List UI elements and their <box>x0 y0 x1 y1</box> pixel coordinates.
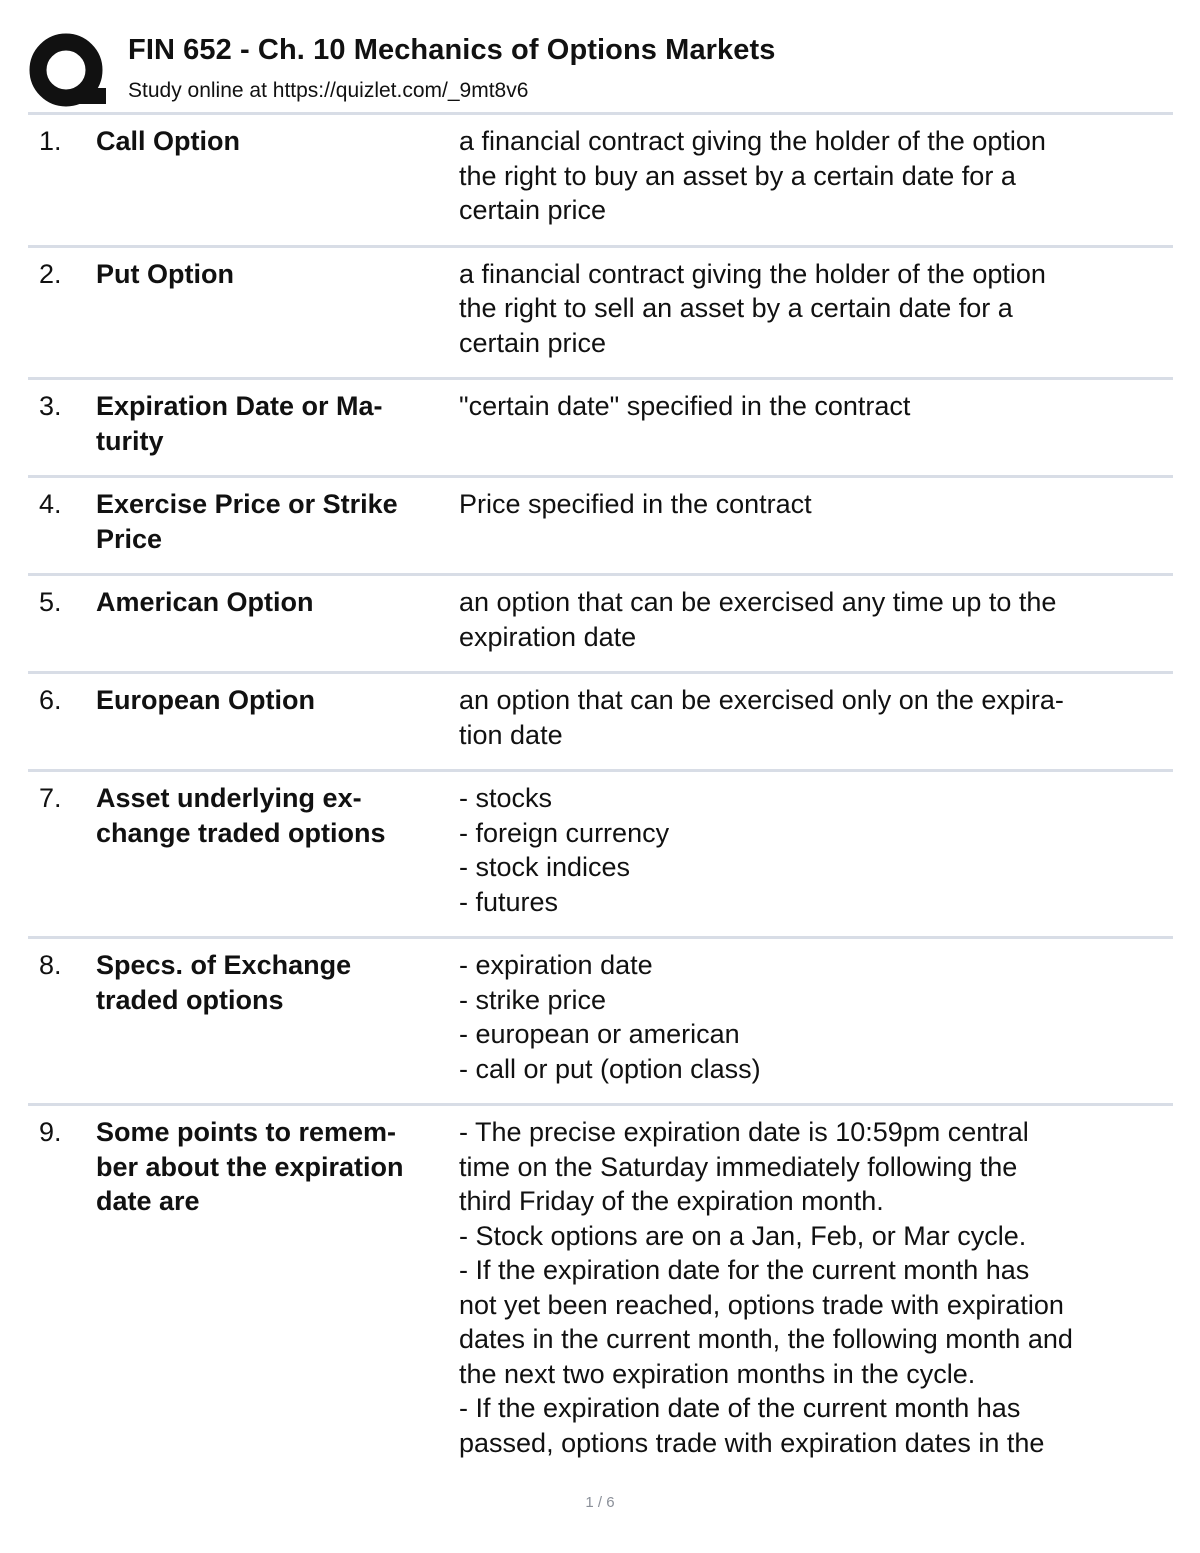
definition-line: passed, options trade with expiration dates in the <box>459 1427 1045 1458</box>
definition-line: - expiration date <box>459 950 653 980</box>
flashcard-row <box>28 772 1173 939</box>
term-line: traded options <box>96 984 284 1015</box>
card-number: 6. <box>39 685 62 715</box>
card-definition <box>459 124 1173 228</box>
page-number: 1 / 6 <box>585 1494 615 1511</box>
term-line: Call Option <box>96 126 240 156</box>
card-number: 7. <box>39 783 62 813</box>
definition-line: not yet been reached, options trade with expiration <box>459 1289 1064 1320</box>
term-line: Exercise Price or Strike <box>96 489 398 519</box>
card-term <box>96 257 452 292</box>
definition-line: the right to sell an asset by a certain date for a <box>459 293 1013 323</box>
card-definition <box>459 781 1173 919</box>
definition-line: an option that can be exercised any time up to the <box>459 587 1057 617</box>
card-term <box>96 683 452 718</box>
card-term <box>96 124 452 159</box>
term-line: Put Option <box>96 258 234 289</box>
flashcard-row <box>28 674 1173 772</box>
page-title: FIN 652 - Ch. 10 Mechanics of Options Markets <box>128 34 776 66</box>
term-line: Price <box>96 523 163 554</box>
term-line: change traded options <box>96 817 386 848</box>
flashcard-row <box>28 115 1173 248</box>
card-number: 5. <box>39 587 62 617</box>
definition-line: Price specified in the contract <box>459 489 812 519</box>
flashcard-row <box>28 939 1173 1106</box>
term-line: Specs. of Exchange <box>96 950 352 980</box>
definition-line: a financial contract giving the holder of the option <box>459 258 1046 289</box>
card-definition <box>459 683 1173 752</box>
term-line: ber about the expiration <box>96 1151 404 1182</box>
card-definition <box>459 1115 1173 1460</box>
card-term <box>96 389 452 458</box>
card-term <box>96 1115 452 1219</box>
term-line: American Option <box>96 587 314 617</box>
definition-line: third Friday of the expiration month. <box>459 1186 884 1216</box>
card-number: 3. <box>39 391 62 421</box>
flashcard-row <box>28 380 1173 478</box>
document-header <box>28 28 1173 114</box>
definition-line: - european or american <box>459 1019 740 1049</box>
definition-line: the right to buy an asset by a certain date for a <box>459 160 1016 191</box>
study-link[interactable]: Study online at https://quizlet.com/_9mt8v6 <box>128 79 529 102</box>
definition-line: the next two expiration months in the cycle. <box>459 1358 976 1389</box>
flashcard-row <box>28 1106 1173 1477</box>
definition-line: - Stock options are on a Jan, Feb, or Mar cycle. <box>459 1220 1027 1251</box>
definition-line: expiration date <box>459 621 637 652</box>
definition-line: dates in the current month, the following month and <box>459 1324 1073 1354</box>
card-definition <box>459 389 1173 424</box>
definition-line: a financial contract giving the holder of the option <box>459 126 1046 156</box>
card-term <box>96 487 452 556</box>
definition-line: - stock indices <box>459 852 631 882</box>
definition-line: - call or put (option class) <box>459 1053 761 1084</box>
card-term <box>96 585 452 620</box>
card-term <box>96 781 452 850</box>
flashcard-row <box>28 248 1173 381</box>
card-term <box>96 948 452 1017</box>
card-definition <box>459 948 1173 1086</box>
card-number: 2. <box>39 258 62 289</box>
definition-line: - futures <box>459 886 559 917</box>
definition-line: - stocks <box>459 783 553 813</box>
quizlet-logo-icon <box>28 32 108 112</box>
term-line: turity <box>96 425 164 456</box>
definition-line: - If the expiration date for the current month has <box>459 1255 1030 1285</box>
flashcard-list <box>28 115 1173 1477</box>
term-line: Expiration Date or Ma- <box>96 391 383 421</box>
definition-line: an option that can be exercised only on the expira- <box>459 685 1064 715</box>
definition-line: tion date <box>459 719 563 750</box>
flashcard-row <box>28 576 1173 674</box>
flashcard-row <box>28 478 1173 576</box>
card-number: 9. <box>39 1117 62 1147</box>
card-number: 1. <box>39 126 62 156</box>
definition-line: - The precise expiration date is 10:59pm central <box>459 1117 1029 1147</box>
definition-line: - If the expiration date of the current month has <box>459 1393 1021 1423</box>
definition-line: time on the Saturday immediately following the <box>459 1151 1018 1182</box>
definition-line: certain price <box>459 195 607 225</box>
card-definition <box>459 257 1173 361</box>
definition-line: "certain date" specified in the contract <box>459 391 911 421</box>
term-line: Asset underlying ex- <box>96 783 362 813</box>
card-number: 8. <box>39 950 62 980</box>
term-line: European Option <box>96 685 315 715</box>
term-line: Some points to remem- <box>96 1117 397 1147</box>
definition-line: certain price <box>459 327 607 358</box>
card-number: 4. <box>39 489 62 519</box>
definition-line: - foreign currency <box>459 817 670 848</box>
definition-line: - strike price <box>459 984 607 1015</box>
card-definition <box>459 585 1173 654</box>
card-definition <box>459 487 1173 522</box>
term-line: date are <box>96 1186 200 1216</box>
